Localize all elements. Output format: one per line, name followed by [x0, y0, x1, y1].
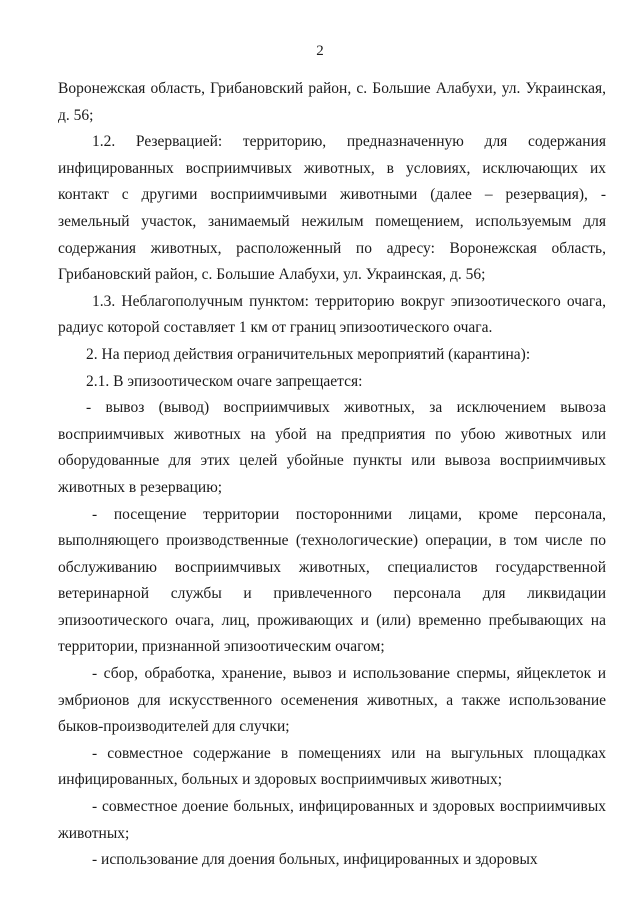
paragraph-2-quarantine: 2. На период действия ограничительных мероприятий (карантина): [86, 345, 531, 363]
paragraph-address-continuation: Воронежская область, Грибановский район, с. Большие Алабухи, ул. Украинская, д. 56; [58, 80, 606, 124]
paragraph-1-2-reservation: 1.2. Резервацией: территорию, предназначенную для содержания инфицированных восприимчивых животных, в условиях, исключающих их контакт с другими восприимчивыми животными (далее – резервация), - земельный участок, занимаемый нежилым помещением, используемым для содержания животных, расположенный по адресу: Воронежская область, Грибановский район, с. Большие Алабухи, ул. Украинская, д. 56; [58, 133, 606, 284]
list-item-milking-equipment: - использование для доения больных, инфицированных и здоровых [92, 851, 538, 869]
list-item-sperm-collection: - сбор, обработка, хранение, вывоз и использование спермы, яйцеклеток и эмбрионов для искусственного осеменения животных, а также использование быков-производителей для случки; [58, 665, 606, 736]
page-number: 2 [316, 43, 324, 59]
list-item-joint-milking: - совместное доение больных, инфицированных и здоровых восприимчивых животных; [58, 798, 606, 842]
paragraph-2-1-prohibited: 2.1. В эпизоотическом очаге запрещается: [86, 372, 363, 390]
document-body [58, 76, 606, 874]
list-item-export: - вывоз (вывод) восприимчивых животных, за исключением вывоза восприимчивых животных на убой на предприятия по убою животных или оборудованные для этих целей убойные пункты или вывоза восприимчивых животных в резервацию; [58, 399, 606, 496]
paragraph-1-3-unfavorable-point: 1.3. Неблагополучным пунктом: территорию вокруг эпизоотического очага, радиус которой составляет 1 км от границ эпизоотического очага. [58, 292, 606, 337]
list-item-visits: - посещение территории посторонними лицами, кроме персонала, выполняющего производственные (технологические) операции, в том числе по обслуживанию восприимчивых животных, специалистов государственной ветеринарной службы и привлеченного персонала для ликвидации эпизоотического очага, лиц, проживающих и (или) временно пребывающих на территории, признанной эпизоотическим очагом; [58, 505, 606, 656]
list-item-joint-keeping: - совместное содержание в помещениях или на выгульных площадках инфицированных, больных и здоровых восприимчивых животных; [58, 744, 606, 789]
